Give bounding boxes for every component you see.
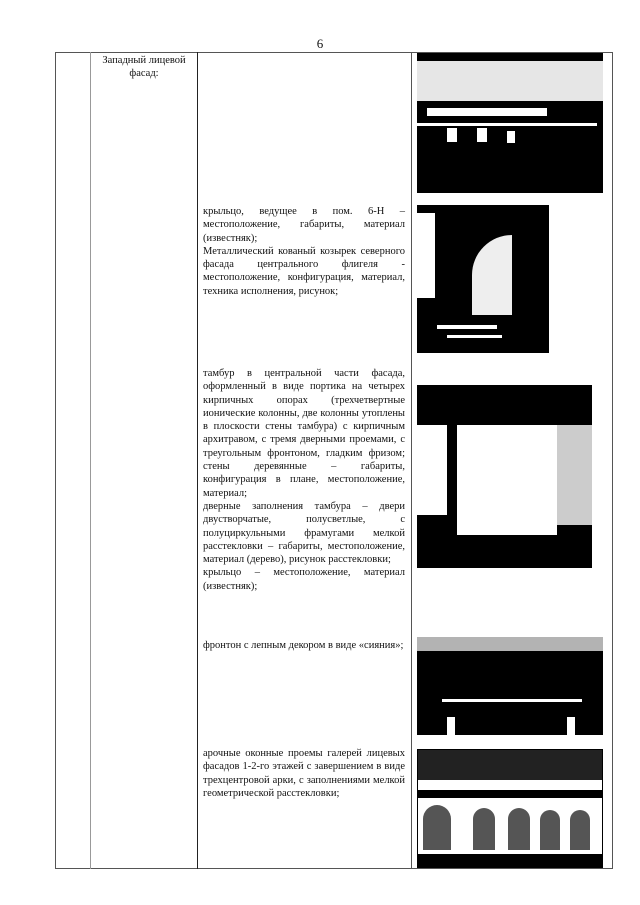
paragraph: фронтон с лепным декором в виде «сияния»; (203, 640, 404, 651)
paragraph: арочные оконные проемы галерей лицевых фасадов 1-2-го этажей с завершением в виде трехцентровой арки, с заполнениями мелкой геометрической расстекловки; (203, 748, 405, 799)
table-col-divider-2 (197, 52, 198, 869)
row-4-description (203, 639, 405, 652)
table-bottom-border (55, 868, 613, 869)
paragraph: крыльцо, ведущее в пом. 6-Н – местоположение, габариты, материал (известняк); (203, 206, 405, 244)
photo-porch-canopy (417, 205, 549, 353)
table-border-right (612, 52, 613, 869)
photo-vestibule-portico (417, 365, 592, 568)
photo-pediment (417, 637, 603, 735)
paragraph: тамбур в центральной части фасада, оформленный в виде портика на четырех кирпичных опорах (трехчетвертные ионические колонны, две колонны утоплены в плоскости стены тамбура) с кирпичным архитравом, с тремя дверными проемами, с треугольным фронтоном, гладким фризом; стены деревянные – габариты, конфигурация в плане, местоположение, материал; (203, 368, 405, 499)
table-col-divider-1 (90, 52, 91, 869)
photo-arched-windows (417, 749, 603, 868)
row-3-description (203, 367, 405, 593)
table-col-divider-3 (411, 52, 412, 869)
section-label: Западный лицевой фасад: (102, 55, 186, 79)
paragraph: дверные заполнения тамбура – двери двустворчатые, полусветлые, с полуциркульными фрамугами мелкой расстекловки – габариты, местоположение, материал (дерево), рисунок расстекловки; (203, 500, 405, 566)
paragraph: крыльцо – местоположение, материал (известняк); (203, 567, 405, 592)
paragraph: Металлический кованый козырек северного фасада центрального флигеля - местоположение, конфигурация, материал, техника исполнения, рисунок; (203, 245, 405, 297)
page-number: 6 (316, 36, 324, 51)
row-2-description (203, 205, 405, 298)
row-5-description (203, 747, 405, 800)
table-border-left (55, 52, 56, 869)
photo-courtyard-gallery (417, 53, 603, 193)
